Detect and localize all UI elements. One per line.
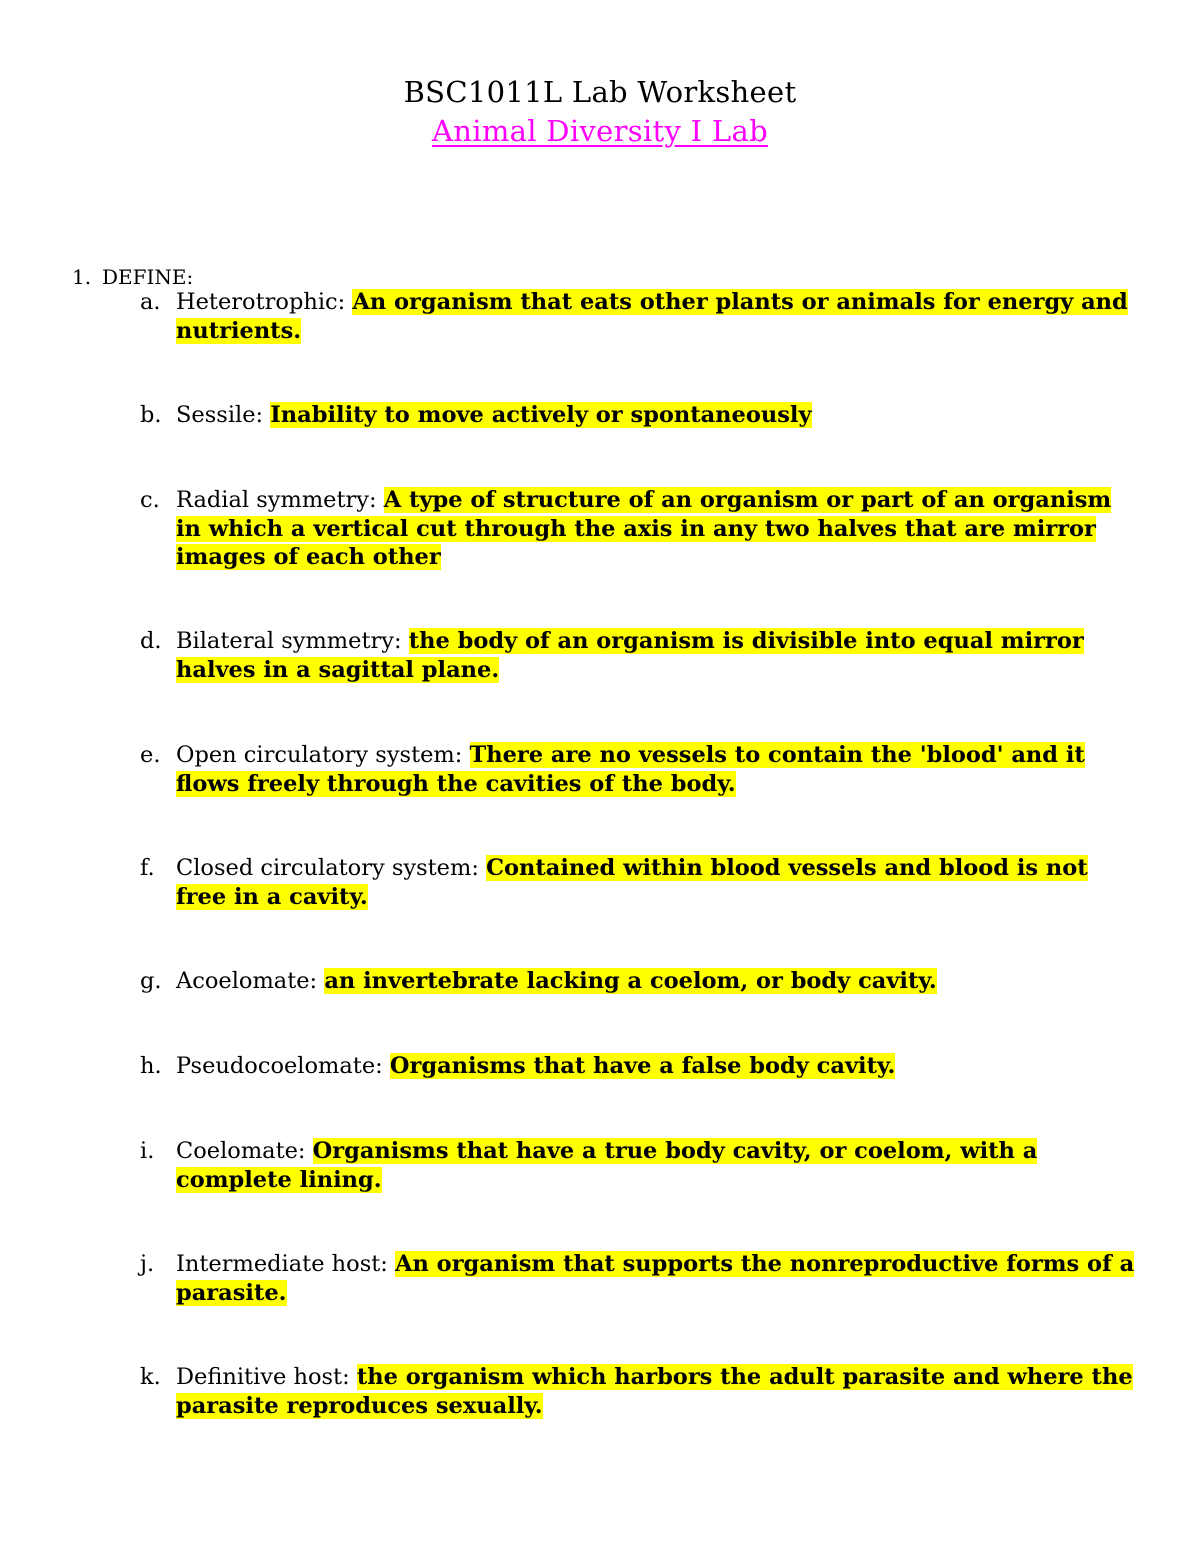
term-letter: i.	[140, 1138, 155, 1164]
section-heading	[72, 263, 193, 291]
term-definition: Contained within blood vessels and blood is not free in a cavity.	[176, 855, 1088, 910]
term-body	[176, 741, 1140, 798]
term-item	[140, 741, 1140, 798]
term-definition: an invertebrate lacking a coelom, or body cavity.	[324, 968, 937, 994]
term-letter: h.	[140, 1053, 162, 1079]
term-definition: There are no vessels to contain the 'blood' and it flows freely through the cavities of the body.	[176, 742, 1085, 797]
term-name: Closed circulatory system:	[176, 855, 479, 881]
term-item	[140, 967, 1140, 996]
term-letter: d.	[140, 628, 162, 654]
subtitle-text: Animal Diversity I Lab	[432, 114, 768, 148]
term-letter: c.	[140, 487, 160, 513]
term-definition: Organisms that have a false body cavity.	[389, 1053, 896, 1079]
term-name: Coelomate:	[176, 1138, 306, 1164]
term-item	[140, 288, 1140, 345]
term-letter: g.	[140, 968, 162, 994]
term-name: Sessile:	[176, 402, 264, 428]
term-item	[140, 1052, 1140, 1081]
section-label: DEFINE:	[102, 265, 194, 289]
term-body	[176, 1250, 1140, 1307]
page-title: BSC1011L Lab Worksheet	[403, 75, 797, 109]
term-item	[140, 401, 1140, 430]
term-definition: Organisms that have a true body cavity, or coelom, with a complete lining.	[176, 1138, 1038, 1193]
term-name: Open circulatory system:	[176, 742, 463, 768]
term-name: Definitive host:	[176, 1364, 350, 1390]
term-body	[176, 288, 1140, 345]
term-item	[140, 1137, 1140, 1194]
term-definition: An organism that supports the nonreproductive forms of a parasite.	[176, 1251, 1135, 1306]
term-item	[140, 1250, 1140, 1307]
page-subtitle	[0, 113, 1200, 149]
term-body	[176, 1052, 1140, 1081]
term-definition: A type of structure of an organism or part of an organism in which a vertical cut through the axis in any two halves that are mirror images of each other	[176, 487, 1112, 570]
term-body	[176, 854, 1140, 911]
term-item	[140, 486, 1140, 572]
term-definition: An organism that eats other plants or animals for energy and nutrients.	[176, 289, 1128, 344]
term-body	[176, 401, 1140, 430]
term-letter: b.	[140, 402, 162, 428]
term-name: Radial symmetry:	[176, 487, 377, 513]
term-name: Bilateral symmetry:	[176, 628, 402, 654]
term-body	[176, 627, 1140, 684]
term-definition: the body of an organism is divisible into equal mirror halves in a sagittal plane.	[176, 628, 1084, 683]
section-number: 1.	[72, 265, 92, 289]
term-name: Acoelomate:	[176, 968, 318, 994]
term-body	[176, 486, 1140, 572]
term-letter: f.	[140, 855, 155, 881]
term-letter: e.	[140, 742, 161, 768]
term-name: Heterotrophic:	[176, 289, 346, 315]
term-item	[140, 627, 1140, 684]
term-body	[176, 1137, 1140, 1194]
term-body	[176, 967, 1140, 996]
term-item	[140, 854, 1140, 911]
term-letter: j.	[140, 1251, 155, 1277]
term-name: Pseudocoelomate:	[176, 1053, 383, 1079]
term-definition: Inability to move actively or spontaneously	[270, 402, 812, 428]
term-definition: the organism which harbors the adult parasite and where the parasite reproduces sexually.	[176, 1364, 1133, 1419]
term-letter: a.	[140, 289, 161, 315]
term-body	[176, 1363, 1140, 1420]
term-name: Intermediate host:	[176, 1251, 388, 1277]
term-item	[140, 1363, 1140, 1420]
term-letter: k.	[140, 1364, 161, 1390]
